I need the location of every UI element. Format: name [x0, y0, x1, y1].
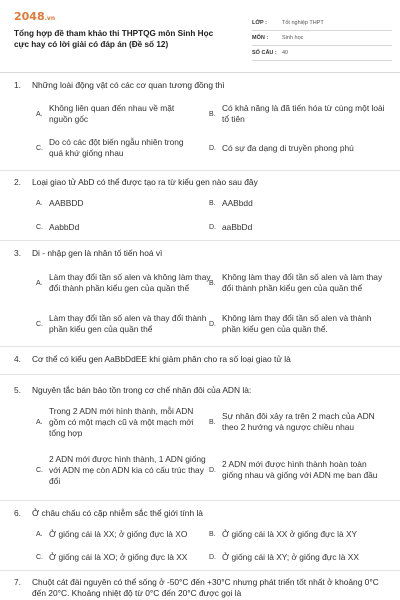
question-text: Chuột cát đài nguyên có thể sống ở -50°C đến +30°C nhưng phát triển tốt nhất ở khoảng 0°C đến 20°C. Khoảng nhiệt độ từ 0°C đến 20°C được gọi là	[32, 577, 379, 598]
question-text: Cơ thể có kiểu gen AaBbDdEE khi giảm phân cho ra số loại giao tử là	[32, 354, 291, 364]
option-d[interactable]	[209, 452, 385, 488]
question-number: 2.	[14, 177, 21, 187]
option-text: Ở giống cái là XX; ở giống đực là XO	[49, 528, 188, 539]
option-letter: D.	[209, 553, 216, 561]
question-6	[14, 508, 386, 519]
option-text: AabbDd	[49, 221, 80, 232]
option-d[interactable]	[209, 550, 385, 564]
meta-row-grade	[252, 16, 392, 31]
question-number: 6.	[14, 508, 21, 518]
option-text: Trong 2 ADN mới hình thành, mỗi ADN gồm có một mạch cũ và một mạch mới tổng hợp	[49, 405, 194, 438]
option-text: 2 ADN mới được hình thành, 1 ADN giống với ADN mẹ còn ADN kia có cấu trúc thay đổi	[49, 453, 206, 486]
option-text: Do có các đột biến ngẫu nhiên trong quá khứ giống nhau	[49, 137, 184, 158]
option-text: aaBbDd	[222, 221, 253, 232]
option-text: Có khả năng là đã tiến hóa từ cùng một loài tổ tiên	[222, 103, 385, 124]
option-letter: A.	[36, 110, 43, 118]
option-text: 2 ADN mới được hình thành hoàn toàn giống nhau và giống với ADN mẹ ban đầu	[222, 459, 378, 480]
question-5	[14, 385, 386, 396]
option-b[interactable]	[209, 99, 385, 129]
option-text: Không làm thay đổi tần số alen và thành phần kiểu gen của quần thể.	[222, 313, 372, 334]
question-2	[14, 177, 386, 188]
question-number: 5.	[14, 385, 21, 395]
question-7	[14, 577, 386, 599]
question-6-options	[22, 527, 386, 567]
question-3-options	[22, 266, 386, 342]
document-title: Tổng hợp đề tham khảo thi THPTQG môn Sinh Học cực hay có lời giải có đáp án (Đề số 12)	[14, 29, 214, 49]
option-a[interactable]	[36, 196, 196, 210]
logo-main: 2048	[14, 10, 45, 23]
option-letter: C.	[36, 466, 43, 474]
option-text: Không làm thay đổi tần số alen và làm thay đổi thành phần kiểu gen của quần thể	[222, 272, 383, 293]
option-letter: B.	[209, 110, 216, 118]
option-b[interactable]	[209, 196, 385, 210]
option-letter: B.	[209, 530, 216, 538]
option-text: Làm thay đổi tần số alen và không làm thay đổi thành phần kiểu gen của quần thể	[49, 272, 211, 293]
question-1-options	[22, 99, 386, 163]
question-text: Di - nhập gen là nhân tố tiến hoá vì	[32, 248, 163, 258]
question-text: Ở châu chấu có cặp nhiễm sắc thể giới tính là	[32, 508, 203, 518]
option-letter: A.	[36, 418, 43, 426]
header-divider	[0, 72, 400, 73]
option-d[interactable]	[209, 312, 385, 336]
question-text: Nguyên tắc bán bảo tồn trong cơ chế nhân đôi của ADN là:	[32, 385, 252, 395]
option-a[interactable]	[36, 527, 211, 541]
option-d[interactable]	[209, 133, 385, 163]
option-letter: D.	[209, 320, 216, 328]
question-number: 4.	[14, 354, 21, 364]
question-number: 3.	[14, 248, 21, 258]
option-text: Có sự đa dạng di truyền phong phú	[222, 142, 354, 153]
option-letter: A.	[36, 279, 43, 287]
document-header	[0, 0, 400, 72]
option-text: Sự nhân đôi xảy ra trên 2 mạch của ADN theo 2 hướng và ngược chiều nhau	[222, 411, 375, 432]
option-a[interactable]	[36, 99, 196, 129]
option-b[interactable]	[209, 404, 385, 440]
option-letter: C.	[36, 144, 43, 152]
question-divider	[0, 500, 400, 501]
option-letter: A.	[36, 199, 43, 207]
option-letter: C.	[36, 320, 43, 328]
option-text: Không liên quan đến nhau về mặt nguồn gốc	[49, 103, 175, 124]
meta-row-count	[252, 46, 392, 61]
question-divider	[0, 240, 400, 241]
question-number: 7.	[14, 577, 21, 587]
question-divider	[0, 170, 400, 171]
option-c[interactable]	[36, 550, 211, 564]
meta-row-subject	[252, 31, 392, 46]
option-b[interactable]	[209, 527, 385, 541]
question-5-options	[22, 404, 386, 496]
option-text: Làm thay đổi tần số alen và thay đổi thành phần kiểu gen của quần thể	[49, 313, 207, 334]
option-letter: A.	[36, 530, 43, 538]
meta-key: LỚP :	[252, 20, 267, 26]
option-text: Ở giống cái là XX ở giống đực là XY	[222, 528, 358, 539]
option-a[interactable]	[36, 266, 211, 300]
option-letter: B.	[209, 279, 216, 287]
question-divider	[0, 374, 400, 375]
document-meta	[252, 16, 392, 61]
option-letter: D.	[209, 223, 216, 231]
option-c[interactable]	[36, 133, 196, 163]
option-letter: D.	[209, 144, 216, 152]
option-c[interactable]	[36, 220, 196, 234]
meta-key: MÔN :	[252, 35, 269, 41]
question-1	[14, 80, 386, 91]
question-divider	[0, 570, 400, 571]
option-letter: B.	[209, 199, 216, 207]
option-letter: B.	[209, 418, 216, 426]
option-letter: C.	[36, 223, 43, 231]
meta-key: SỐ CÂU :	[252, 50, 277, 56]
option-text: Ở giống cái là XO; ở giống đực là XX	[49, 551, 188, 562]
logo-suffix: .vn	[44, 15, 56, 22]
question-text: Những loài động vật có các cơ quan tương đồng thì	[32, 80, 225, 90]
option-d[interactable]	[209, 220, 385, 234]
option-a[interactable]	[36, 404, 211, 440]
question-number: 1.	[14, 80, 21, 90]
option-text: Ở giống cái là XY; ở giống đực là XX	[222, 551, 359, 562]
option-text: AABbdd	[222, 197, 253, 208]
meta-value: Sinh học	[282, 35, 304, 41]
question-2-options	[22, 196, 386, 234]
meta-value: 40	[282, 50, 289, 56]
option-b[interactable]	[209, 266, 385, 300]
question-divider	[0, 346, 400, 347]
question-4	[14, 354, 386, 365]
question-text: Loại giao tử AbD có thể được tạo ra từ kiểu gen nào sau đây	[32, 177, 258, 187]
meta-value: Tốt nghiệp THPT	[282, 20, 324, 26]
option-text: AABBDD	[49, 197, 84, 208]
option-c[interactable]	[36, 452, 211, 488]
option-c[interactable]	[36, 312, 211, 336]
question-3	[14, 248, 386, 259]
option-letter: C.	[36, 553, 43, 561]
option-letter: D.	[209, 466, 216, 474]
